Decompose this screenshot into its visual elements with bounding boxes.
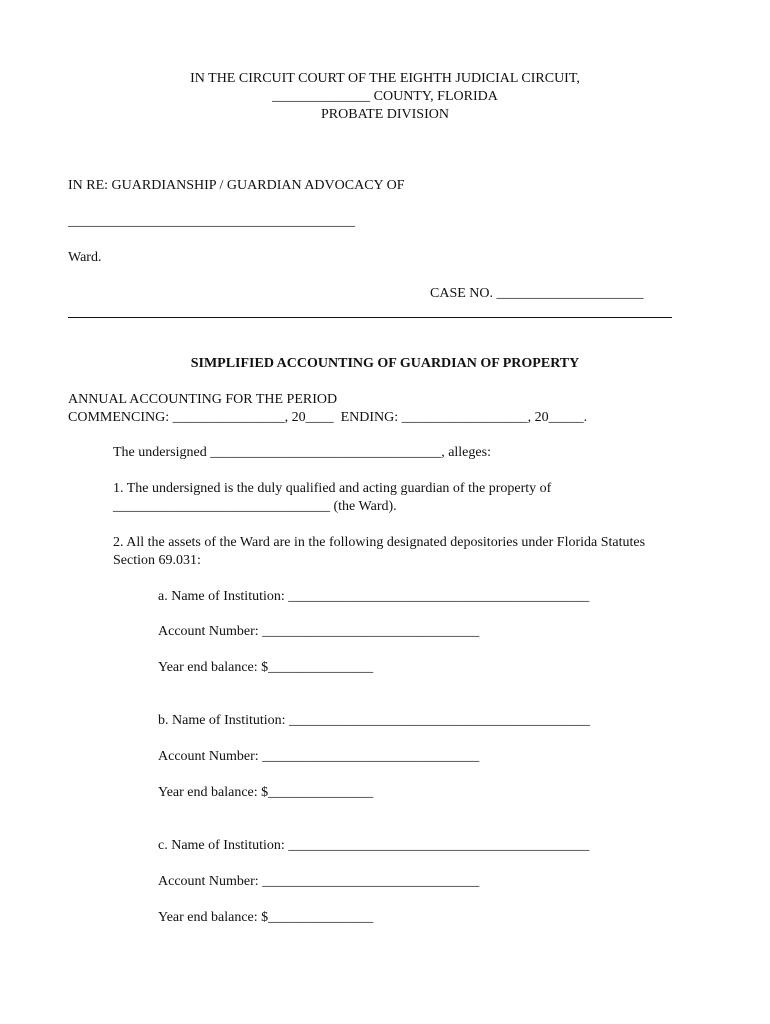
institution-a-account: Account Number: _______________________________ [158, 624, 480, 639]
institution-c-name: c. Name of Institution: ___________________________________________ [158, 838, 590, 853]
ward-label: Ward. [68, 250, 102, 265]
period-line-2: COMMENCING: ________________, 20____ ENDING: __________________, 20_____. [68, 410, 588, 425]
institution-a-balance: Year end balance: $_______________ [158, 660, 374, 675]
item-1-line-2: _______________________________ (the Ward). [113, 499, 397, 514]
item-2-line-1: 2. All the assets of the Ward are in the following designated depositories under Florida Statutes [113, 535, 646, 550]
in-re-line: IN RE: GUARDIANSHIP / GUARDIAN ADVOCACY OF [68, 178, 405, 193]
ward-name-blank: _________________________________________ [68, 214, 355, 229]
institution-b-account: Account Number: _______________________________ [158, 749, 480, 764]
caption-divider [68, 317, 672, 318]
item-2-line-2: Section 69.031: [113, 553, 201, 568]
institution-a-name: a. Name of Institution: ___________________________________________ [158, 589, 590, 604]
court-heading: IN THE CIRCUIT COURT OF THE EIGHTH JUDICIAL CIRCUIT, [190, 71, 580, 86]
undersigned-line: The undersigned _________________________________, alleges: [113, 445, 491, 460]
item-1-line-1: 1. The undersigned is the duly qualified and acting guardian of the property of [113, 481, 552, 496]
county-heading: ______________ COUNTY, FLORIDA [272, 89, 498, 104]
period-line-1: ANNUAL ACCOUNTING FOR THE PERIOD [68, 392, 338, 407]
institution-c-account: Account Number: _______________________________ [158, 874, 480, 889]
division-heading: PROBATE DIVISION [321, 107, 449, 122]
institution-b-balance: Year end balance: $_______________ [158, 785, 374, 800]
institution-b-name: b. Name of Institution: ___________________________________________ [158, 713, 591, 728]
institution-c-balance: Year end balance: $_______________ [158, 910, 374, 925]
case-number-line: CASE NO. _____________________ [430, 286, 644, 301]
document-title: SIMPLIFIED ACCOUNTING OF GUARDIAN OF PROPERTY [190, 356, 580, 371]
